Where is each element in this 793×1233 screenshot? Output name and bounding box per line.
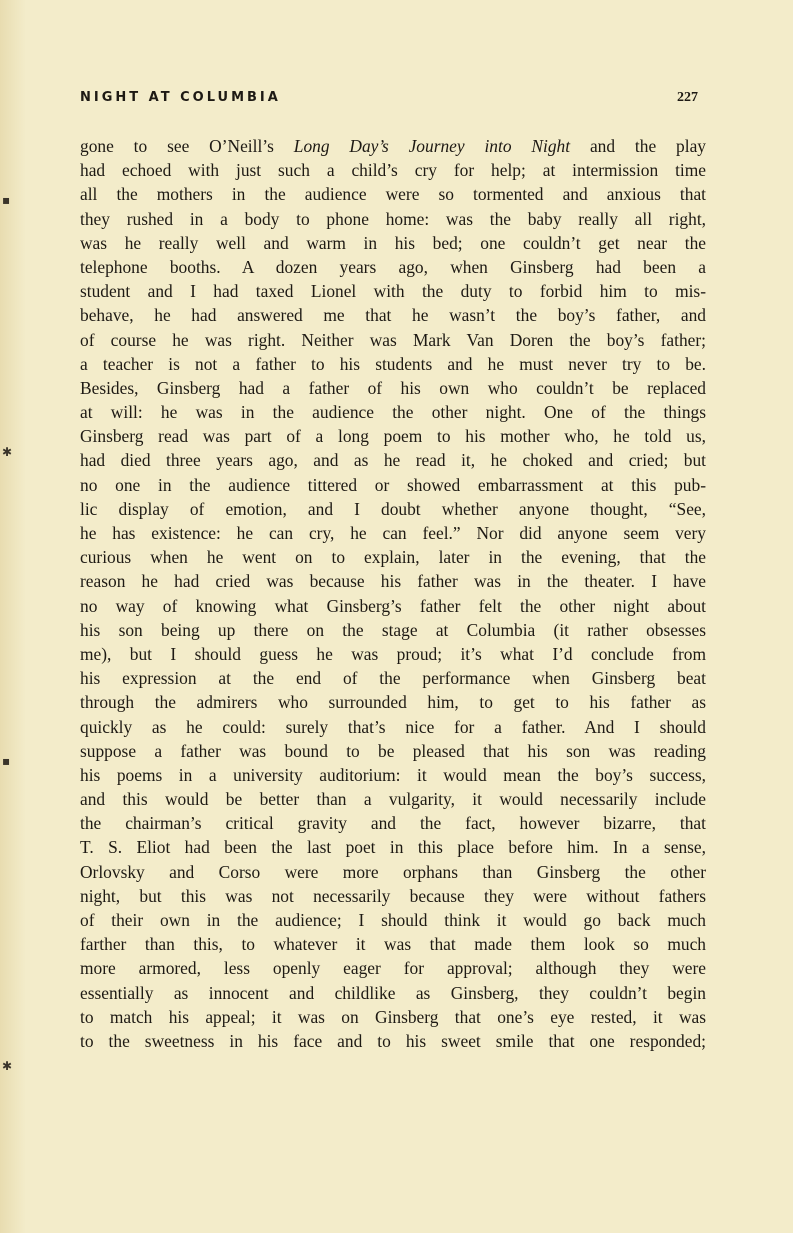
text-line: his expression at the end of the performance when Ginsberg beat: [80, 668, 706, 689]
text-line: lic display of emotion, and I doubt whether anyone thought, “See,: [80, 498, 706, 519]
text-line: and this would be better than a vulgarity, it would necessarily include: [80, 789, 706, 810]
text-line: to match his appeal; it was on Ginsberg that one’s eye rested, it was: [80, 1006, 706, 1027]
text-line: farther than this, to whatever it was that made them look so much: [80, 934, 706, 955]
text-line: curious when he went on to explain, later in the evening, that the: [80, 547, 706, 568]
text-line: was he really well and warm in his bed; one couldn’t get near the: [80, 232, 706, 253]
running-head: [80, 90, 700, 110]
text-line: through the admirers who surrounded him, to get to his father as: [80, 692, 706, 713]
play-title: Long Day’s Journey into Night: [293, 136, 571, 156]
text-line: the chairman’s critical gravity and the fact, however bizarre, that: [80, 813, 706, 834]
text-line: telephone booths. A dozen years ago, when Ginsberg had been a: [80, 256, 706, 277]
page-number: 227: [677, 90, 698, 105]
margin-mark: ▪: [2, 193, 11, 207]
margin-mark: ✱: [2, 1059, 13, 1073]
text-line: night, but this was not necessarily because they were without fathers: [80, 885, 706, 906]
text-line: had died three years ago, and as he read it, he choked and cried; but: [80, 450, 706, 471]
text-line: behave, he had answered me that he wasn’t the boy’s father, and: [80, 305, 706, 326]
text-line: reason he had cried was because his father was in the theater. I have: [80, 571, 706, 592]
text-line: gone to see O’Neill’s Long Day’s Journey into Night and the play: [80, 136, 706, 156]
text-line: quickly as he could: surely that’s nice for a father. And I should: [80, 716, 706, 737]
text-line: had echoed with just such a child’s cry for help; at intermission time: [80, 160, 706, 181]
margin-mark: ▪: [2, 754, 11, 768]
text-line: of their own in the audience; I should think it would go back much: [80, 910, 706, 930]
text-line: Ginsberg read was part of a long poem to his mother who, he told us,: [80, 426, 706, 447]
text-line: me), but I should guess he was proud; it’s what I’d conclude from: [80, 643, 706, 664]
text-line: at will: he was in the audience the other night. One of the things: [80, 402, 706, 423]
margin-mark: ✱: [2, 445, 13, 459]
text-line: T. S. Eliot had been the last poet in this place before him. In a sense,: [80, 837, 706, 858]
body-text: [80, 134, 706, 1053]
text-line: essentially as innocent and childlike as Ginsberg, they couldn’t begin: [80, 982, 706, 1003]
text-line: no one in the audience tittered or showed embarrassment at this pub-: [80, 474, 706, 495]
text-line: to the sweetness in his face and to his sweet smile that one responded;: [80, 1030, 706, 1051]
text-line: his poems in a university auditorium: it would mean the boy’s success,: [80, 764, 706, 785]
text-line: all the mothers in the audience were so tormented and anxious that: [80, 184, 706, 205]
page-gutter-shadow: [0, 0, 26, 1233]
text-line: no way of knowing what Ginsberg’s father felt the other night about: [80, 595, 706, 616]
running-title: NIGHT AT COLUMBIA: [80, 90, 281, 105]
text-line: Besides, Ginsberg had a father of his own who couldn’t be replaced: [80, 377, 706, 398]
text-line: they rushed in a body to phone home: was the baby really all right,: [80, 208, 706, 229]
text-line: a teacher is not a father to his students and he must never try to be.: [80, 353, 706, 374]
text-line: student and I had taxed Lionel with the duty to forbid him to mis-: [80, 281, 706, 302]
text-line: Orlovsky and Corso were more orphans than Ginsberg the other: [80, 861, 706, 882]
text-line: of course he was right. Neither was Mark Van Doren the boy’s father;: [80, 329, 706, 350]
text-line: more armored, less openly eager for approval; although they were: [80, 958, 706, 979]
text-line: he has existence: he can cry, he can feel.” Nor did anyone seem very: [80, 523, 706, 543]
text-line: suppose a father was bound to be pleased that his son was reading: [80, 740, 706, 761]
text-line: his son being up there on the stage at Columbia (it rather obsesses: [80, 619, 706, 640]
